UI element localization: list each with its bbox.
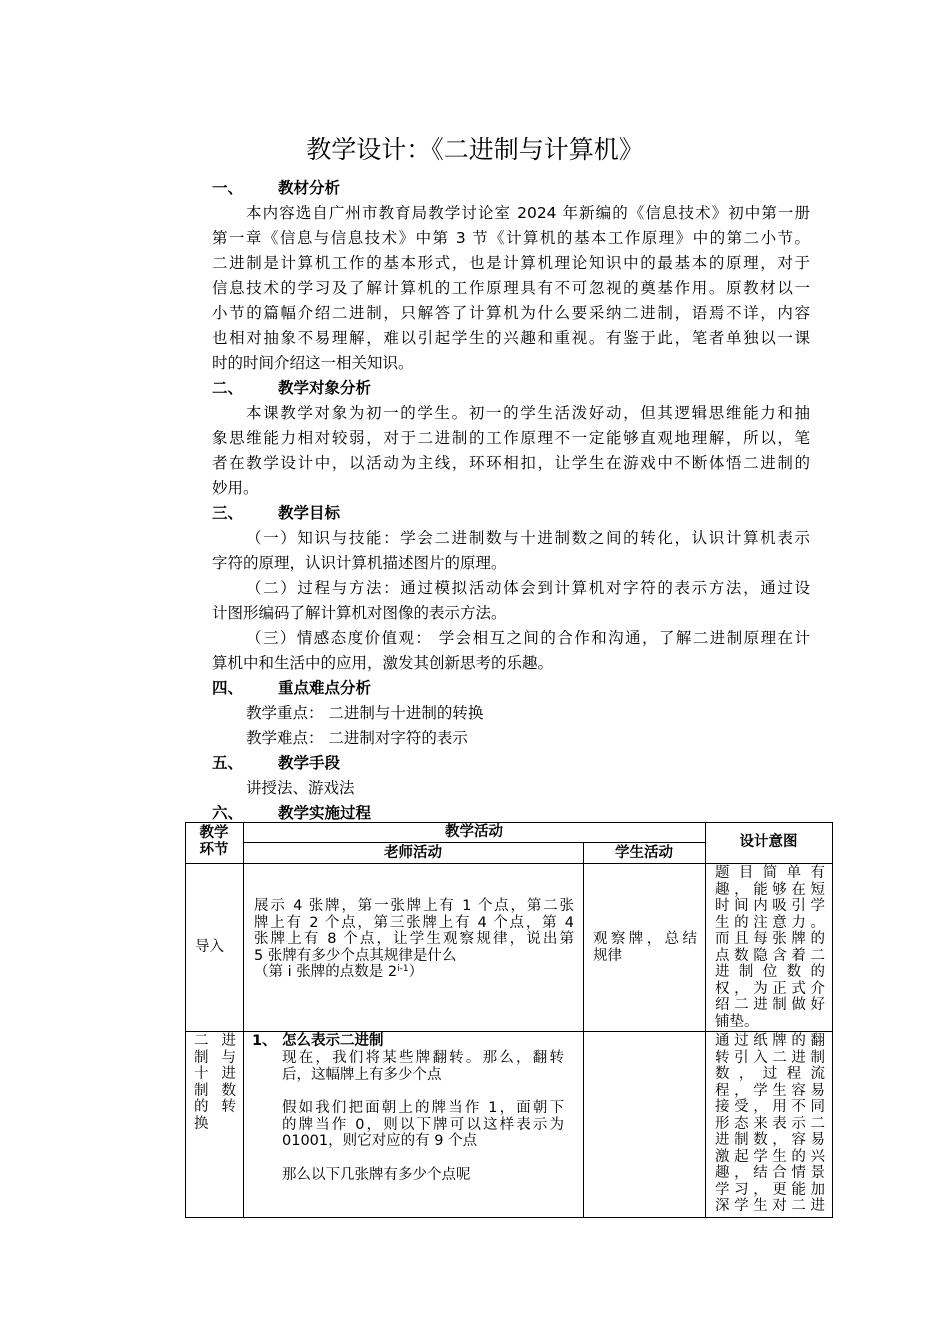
intent-line: 转引入二进制 bbox=[715, 1049, 825, 1066]
paragraph-line: 小节的篇幅介绍二进制，只解答了计算机为什么要采纳二进制，语焉不详，内容 bbox=[212, 304, 810, 322]
intent-line: 形态来表示二 bbox=[715, 1115, 825, 1132]
intent-line: 深学生对二进 bbox=[715, 1198, 825, 1214]
stage-line: 换 bbox=[194, 1115, 209, 1132]
row1-student-activity bbox=[593, 931, 697, 964]
paragraph-line: 本课教学对象为初一的学生。初一的学生活泼好动，但其逻辑思维能力和抽 bbox=[246, 404, 810, 422]
teacher-line: 展示 4 张牌，第一张牌上有 1 个点，第二张 bbox=[254, 898, 574, 914]
intent-line: 生的注意力。 bbox=[715, 914, 825, 931]
row2-item-number: 1、 bbox=[252, 1033, 277, 1049]
header-stage-line: 环节 bbox=[199, 841, 229, 858]
paragraph-line: 二进制是计算机工作的基本形式，也是计算机理论知识中的最基本的原理，对于 bbox=[212, 254, 810, 272]
intent-line: 而且每张牌的 bbox=[715, 931, 825, 947]
intent-line: 铺垫。 bbox=[715, 1013, 759, 1030]
intent-line: 学习，更能加 bbox=[715, 1181, 825, 1198]
stage-line: 的 转 bbox=[194, 1099, 236, 1115]
section-number: 四、 bbox=[212, 679, 244, 697]
teacher-formula bbox=[254, 964, 574, 981]
header-stage bbox=[185, 825, 243, 858]
section-number: 二、 bbox=[212, 379, 244, 397]
section-title: 教学手段 bbox=[278, 754, 341, 772]
paragraph-line: 字符的原理，认识计算机描述图片的原理。 bbox=[212, 554, 507, 572]
blank-line bbox=[282, 1150, 564, 1167]
table-border bbox=[185, 863, 833, 864]
paragraph-line: 也相对抽象不易理解，难以引起学生的兴趣和重视。有鉴于此，笔者单独以一课 bbox=[212, 329, 810, 347]
header-teacher: 老师活动 bbox=[384, 845, 442, 861]
row2-design-intent bbox=[715, 1033, 825, 1215]
section-title: 教学实施过程 bbox=[278, 804, 372, 822]
table-border bbox=[185, 1217, 833, 1218]
document-title: 教学设计：《二进制与计算机》 bbox=[306, 135, 644, 164]
stage-line: 十 进 bbox=[194, 1066, 236, 1082]
paragraph-line: 信息技术的学习及了解计算机的工作原理具有不可忽视的奠基作用。原教材以一 bbox=[212, 279, 810, 297]
paragraph-line: 教学难点： 二进制对字符的表示 bbox=[246, 729, 468, 747]
section-title: 教材分析 bbox=[278, 179, 341, 197]
section-title: 重点难点分析 bbox=[278, 679, 372, 697]
intent-line: 趣，结合情景 bbox=[715, 1165, 825, 1181]
intent-line: 点数隐含着二 bbox=[715, 947, 825, 964]
intent-line: 接受，用不同 bbox=[715, 1099, 825, 1115]
row1-stage: 导入 bbox=[195, 939, 224, 955]
table-border bbox=[185, 822, 833, 823]
stage-line: 制 与 bbox=[194, 1049, 236, 1066]
header-intent: 设计意图 bbox=[739, 834, 798, 850]
table-border bbox=[705, 822, 706, 1218]
intent-line: 题 目 简 单 有 bbox=[715, 865, 825, 881]
row1-teacher-activity bbox=[254, 898, 574, 981]
intent-line: 进 制 位 数 的 bbox=[715, 964, 825, 980]
paragraph-line: 教学重点： 二进制与十进制的转换 bbox=[246, 704, 484, 722]
table-border bbox=[243, 822, 244, 1218]
intent-line: 绍二进制做好 bbox=[715, 997, 825, 1013]
paragraph-line: 算机中和生活中的应用，激发其创新思考的乐趣。 bbox=[212, 654, 554, 672]
blank-line bbox=[282, 1083, 564, 1100]
teacher-line: 牌上有 2 个点，第三张牌上有 4 个点，第 4 bbox=[254, 914, 574, 931]
student-line: 观察牌，总结 bbox=[593, 931, 697, 947]
table-border bbox=[185, 1031, 833, 1032]
intent-line: 趣，能够在短 bbox=[715, 881, 825, 898]
paragraph-line: 者在教学设计中，以活动为主线，环环相扣，让学生在游戏中不断体悟二进制的 bbox=[212, 454, 810, 472]
paragraph-line: 本内容选自广州市教育局教学讨论室 2024 年新编的《信息技术》初中第一册 bbox=[246, 204, 810, 222]
paragraph-line: 计图形编码了解计算机对图像的表示方法。 bbox=[212, 604, 507, 622]
paragraph-line: （三）情感态度价值观： 学会相互之间的合作和沟通，了解二进制原理在计 bbox=[246, 629, 810, 647]
header-activity: 教学活动 bbox=[445, 824, 503, 840]
formula-end: ） bbox=[408, 964, 424, 980]
formula-text: （第 i 张牌的点数是 2 bbox=[254, 964, 398, 980]
teacher-line: 假如我们把面朝上的牌当作 1，面朝下 bbox=[282, 1100, 564, 1116]
row2-stage bbox=[194, 1033, 236, 1132]
intent-line: 数 ， 过 程 流 bbox=[715, 1066, 825, 1082]
paragraph-line: 时的时间介绍这一相关知识。 bbox=[212, 354, 414, 372]
header-student: 学生活动 bbox=[615, 845, 673, 861]
intent-line: 时间内吸引学 bbox=[715, 898, 825, 914]
intent-line: 权，为正式介 bbox=[715, 980, 825, 997]
teaching-process-table bbox=[185, 822, 833, 1218]
paragraph-line: （二）过程与方法：通过模拟活动体会到计算机对字符的表示方法，通过设 bbox=[246, 579, 810, 597]
section-number: 六、 bbox=[212, 804, 244, 822]
row2-teacher-activity bbox=[282, 1050, 564, 1183]
intent-line: 程，学生容易 bbox=[715, 1082, 825, 1099]
section-title: 教学对象分析 bbox=[278, 379, 372, 397]
table-border bbox=[583, 842, 584, 1218]
section-number: 一、 bbox=[212, 179, 244, 197]
intent-line: 激起学生的兴 bbox=[715, 1148, 825, 1165]
stage-line: 制 数 bbox=[194, 1082, 236, 1099]
table-border bbox=[185, 822, 186, 1218]
stage-line: 二 进 bbox=[194, 1033, 236, 1049]
teacher-line: 后，这幅牌上有多少个点 bbox=[282, 1066, 442, 1083]
paragraph-line: （一）知识与技能：学会二进制数与十进制数之间的转化，认识计算机表示 bbox=[246, 529, 810, 547]
teacher-line: 那么以下几张牌有多少个点呢 bbox=[282, 1166, 471, 1183]
section-number: 三、 bbox=[212, 504, 244, 522]
teacher-line: 5 张牌有多少个点其规律是什么 bbox=[254, 947, 457, 964]
section-number: 五、 bbox=[212, 754, 244, 772]
teacher-line: 张牌上有 8 个点，让学生观察规律，说出第 bbox=[254, 931, 574, 947]
teacher-line: 现在，我们将某些牌翻转。那么，翻转 bbox=[282, 1050, 564, 1066]
paragraph-line: 第一章《信息与信息技术》中第 3 节《计算机的基本工作原理》中的第二小节。 bbox=[212, 229, 810, 247]
teacher-line: 01001，则它对应的有 9 个点 bbox=[282, 1133, 478, 1149]
paragraph-line: 讲授法、游戏法 bbox=[246, 779, 355, 797]
formula-exponent: i-1 bbox=[397, 964, 409, 974]
intent-line: 进制数，容易 bbox=[715, 1132, 825, 1148]
header-stage-line: 教学 bbox=[199, 825, 229, 841]
row2-item-title: 怎么表示二进制 bbox=[282, 1033, 384, 1049]
section-title: 教学目标 bbox=[278, 504, 341, 522]
row1-design-intent bbox=[715, 865, 825, 1030]
teacher-line: 的牌当作 0，则以下牌可以这样表示为 bbox=[282, 1116, 564, 1133]
paragraph-line: 妙用。 bbox=[212, 479, 259, 497]
paragraph-line: 象思维能力相对较弱，对于二进制的工作原理不一定能够直观地理解，所以，笔 bbox=[212, 429, 810, 447]
table-border bbox=[832, 822, 833, 1218]
student-line: 规律 bbox=[593, 947, 622, 964]
intent-line: 通过纸牌的翻 bbox=[715, 1033, 825, 1049]
table-border bbox=[243, 842, 706, 843]
